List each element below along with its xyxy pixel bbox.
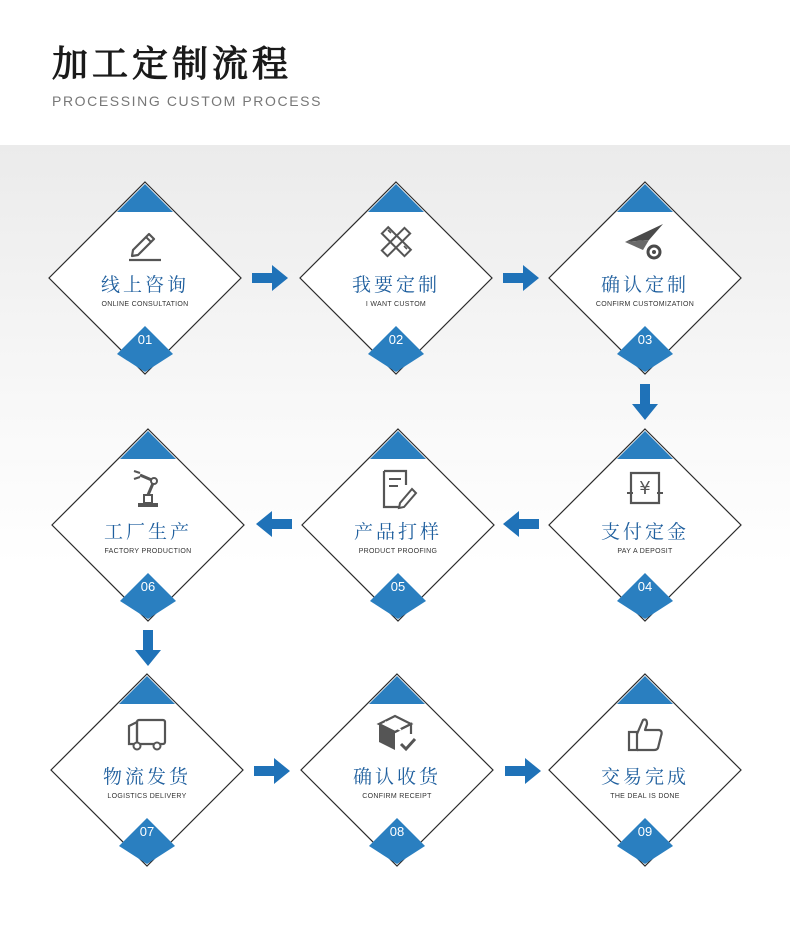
- document-edit-icon: [376, 467, 420, 511]
- step-subtitle: CONFIRM RECEIPT: [362, 793, 432, 800]
- step-number: 08: [389, 824, 405, 839]
- arrow-left-icon: [503, 511, 539, 537]
- step-title: 确认收货: [352, 766, 441, 788]
- step-01: [45, 178, 245, 378]
- arrow-right-icon: [254, 758, 290, 784]
- arrow-down-icon: [632, 384, 658, 420]
- svg-text:¥: ¥: [639, 478, 651, 499]
- step-number: 02: [388, 332, 404, 347]
- step-subtitle: I WANT CUSTOM: [365, 301, 427, 308]
- step-title: 物流发货: [102, 766, 191, 788]
- thumbs-up-icon: [623, 712, 667, 756]
- step-number: 05: [390, 579, 406, 594]
- pencil-icon: [123, 220, 167, 264]
- step-03: [545, 178, 745, 378]
- step-05: [298, 425, 498, 625]
- arrow-right-icon: [505, 758, 541, 784]
- step-subtitle: FACTORY PRODUCTION: [104, 548, 192, 555]
- step-04: [545, 425, 745, 625]
- step-title: 确认定制: [600, 274, 689, 296]
- page-title: 加工定制流程: [52, 44, 293, 85]
- step-number: 09: [637, 824, 653, 839]
- truck-icon: [125, 712, 169, 756]
- step-subtitle: CONFIRM CUSTOMIZATION: [595, 301, 695, 308]
- step-02: [296, 178, 496, 378]
- step-07: [47, 670, 247, 870]
- box-check-icon: [375, 712, 419, 756]
- page-subtitle: PROCESSING CUSTOM PROCESS: [52, 93, 323, 109]
- robot-arm-icon: [126, 467, 170, 511]
- step-09: [545, 670, 745, 870]
- step-number: 01: [137, 332, 153, 347]
- ruler-pencil-icon: [374, 220, 418, 264]
- step-subtitle: ONLINE CONSULTATION: [101, 301, 189, 308]
- step-number: 04: [637, 579, 653, 594]
- step-title: 我要定制: [351, 274, 440, 296]
- step-number: 03: [637, 332, 653, 347]
- step-number: 06: [140, 579, 156, 594]
- arrow-right-icon: [252, 265, 288, 291]
- step-subtitle: THE DEAL IS DONE: [610, 793, 680, 800]
- arrow-right-icon: [503, 265, 539, 291]
- header: [0, 0, 790, 145]
- step-title: 工厂生产: [103, 521, 192, 543]
- step-title: 线上咨询: [100, 274, 189, 296]
- step-subtitle: PAY A DEPOSIT: [617, 548, 673, 555]
- step-08: [297, 670, 497, 870]
- plane-gear-icon: [623, 220, 667, 264]
- step-subtitle: LOGISTICS DELIVERY: [107, 793, 187, 800]
- arrow-down-icon: [135, 630, 161, 666]
- step-title: 支付定金: [600, 521, 689, 543]
- step-title: 产品打样: [353, 521, 442, 543]
- step-subtitle: PRODUCT PROOFING: [358, 548, 438, 555]
- step-number: 07: [139, 824, 155, 839]
- step-06: [48, 425, 248, 625]
- step-title: 交易完成: [600, 766, 689, 788]
- arrow-left-icon: [256, 511, 292, 537]
- yen-icon: [623, 467, 667, 511]
